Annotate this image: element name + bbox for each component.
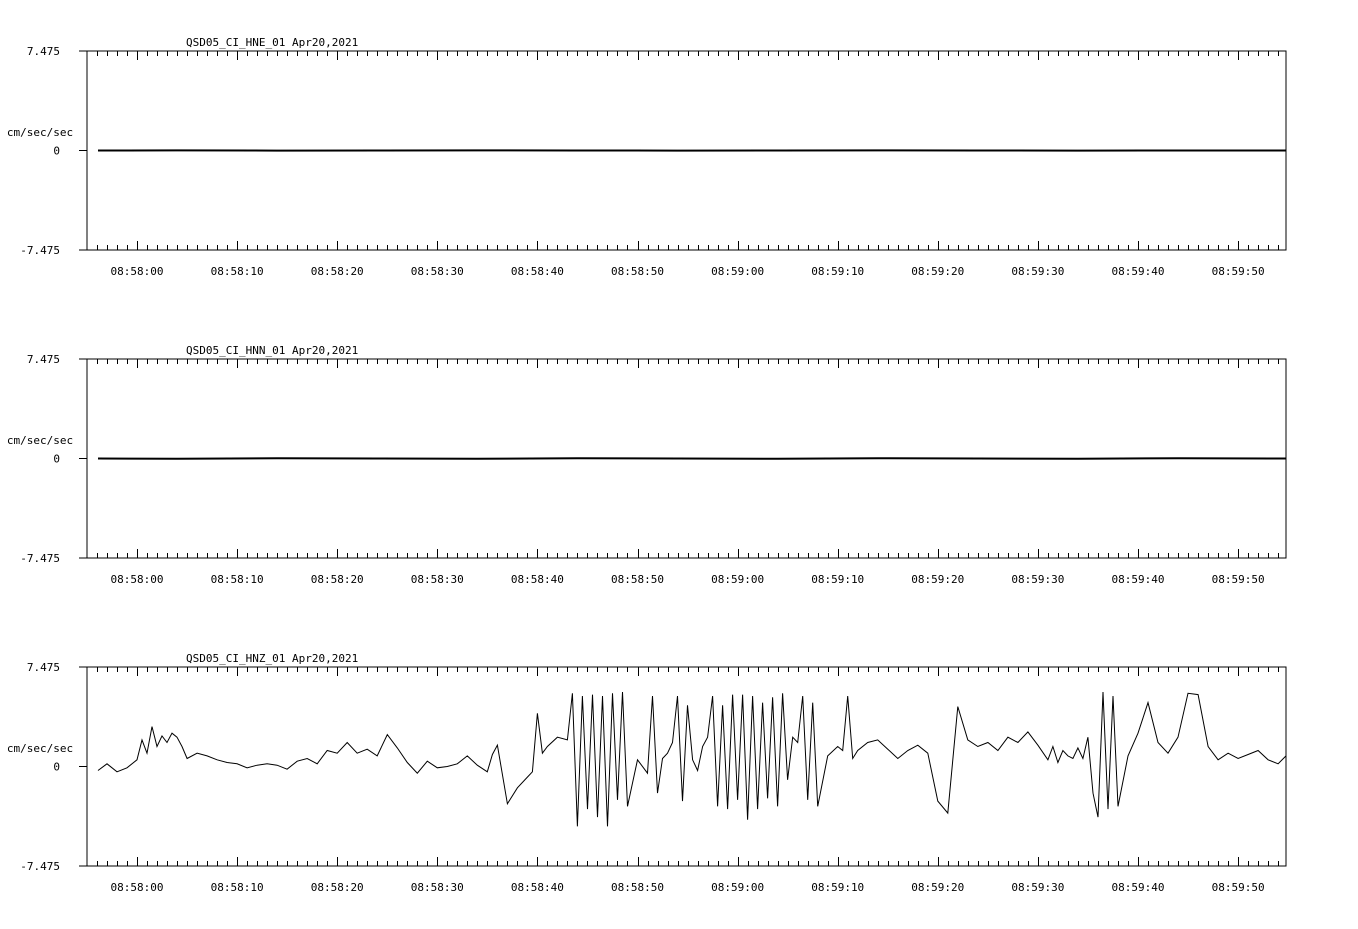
x-tick-label: 08:59:10 [811, 265, 864, 278]
data-series-line [98, 692, 1286, 826]
x-tick-label: 08:59:40 [1112, 573, 1165, 586]
x-tick-label: 08:58:00 [111, 573, 164, 586]
x-tick-label: 08:59:20 [911, 573, 964, 586]
x-tick-label: 08:58:50 [611, 881, 664, 894]
x-tick-label: 08:58:20 [311, 573, 364, 586]
x-tick-label: 08:58:10 [211, 881, 264, 894]
plot-title: QSD05_CI_HNN_01 Apr20,2021 [186, 344, 358, 357]
x-tick-label: 08:58:40 [511, 573, 564, 586]
x-tick-label: 08:59:00 [711, 573, 764, 586]
x-tick-label: 08:58:10 [211, 265, 264, 278]
y-tick-label-zero: 0 [53, 453, 60, 466]
x-tick-label: 08:59:20 [911, 265, 964, 278]
x-tick-label: 08:58:30 [411, 881, 464, 894]
y-axis-label: cm/sec/sec [7, 126, 73, 139]
x-tick-label: 08:59:50 [1212, 573, 1265, 586]
x-tick-label: 08:59:50 [1212, 265, 1265, 278]
x-tick-label: 08:58:00 [111, 881, 164, 894]
y-tick-label-top: 7.475 [27, 661, 60, 674]
x-tick-label: 08:59:10 [811, 573, 864, 586]
x-tick-label: 08:58:40 [511, 881, 564, 894]
x-tick-label: 08:59:30 [1011, 573, 1064, 586]
y-tick-label-top: 7.475 [27, 45, 60, 58]
y-axis-label: cm/sec/sec [7, 742, 73, 755]
x-tick-label: 08:58:20 [311, 265, 364, 278]
y-tick-label-bottom: -7.475 [20, 552, 60, 565]
y-tick-label-zero: 0 [53, 761, 60, 774]
y-tick-label-zero: 0 [53, 145, 60, 158]
y-tick-label-top: 7.475 [27, 353, 60, 366]
plot-panel-2 [7, 344, 1286, 586]
plot-title: QSD05_CI_HNZ_01 Apr20,2021 [186, 652, 358, 665]
x-tick-label: 08:58:20 [311, 881, 364, 894]
x-tick-label: 08:59:50 [1212, 881, 1265, 894]
y-tick-label-bottom: -7.475 [20, 244, 60, 257]
x-tick-label: 08:59:40 [1112, 881, 1165, 894]
x-tick-label: 08:58:30 [411, 573, 464, 586]
x-tick-label: 08:58:50 [611, 265, 664, 278]
x-tick-label: 08:58:10 [211, 573, 264, 586]
plot-title: QSD05_CI_HNE_01 Apr20,2021 [186, 36, 358, 49]
x-tick-label: 08:59:30 [1011, 881, 1064, 894]
x-tick-label: 08:58:50 [611, 573, 664, 586]
y-axis-label: cm/sec/sec [7, 434, 73, 447]
plot-panel-3 [7, 652, 1286, 894]
x-tick-label: 08:58:00 [111, 265, 164, 278]
x-tick-label: 08:59:10 [811, 881, 864, 894]
x-tick-label: 08:59:40 [1112, 265, 1165, 278]
x-tick-label: 08:59:00 [711, 881, 764, 894]
data-series-line [98, 458, 1286, 459]
x-tick-label: 08:59:30 [1011, 265, 1064, 278]
x-tick-label: 08:59:00 [711, 265, 764, 278]
x-tick-label: 08:58:40 [511, 265, 564, 278]
plot-panel-1 [7, 36, 1286, 278]
x-tick-label: 08:59:20 [911, 881, 964, 894]
y-tick-label-bottom: -7.475 [20, 860, 60, 873]
x-tick-label: 08:58:30 [411, 265, 464, 278]
